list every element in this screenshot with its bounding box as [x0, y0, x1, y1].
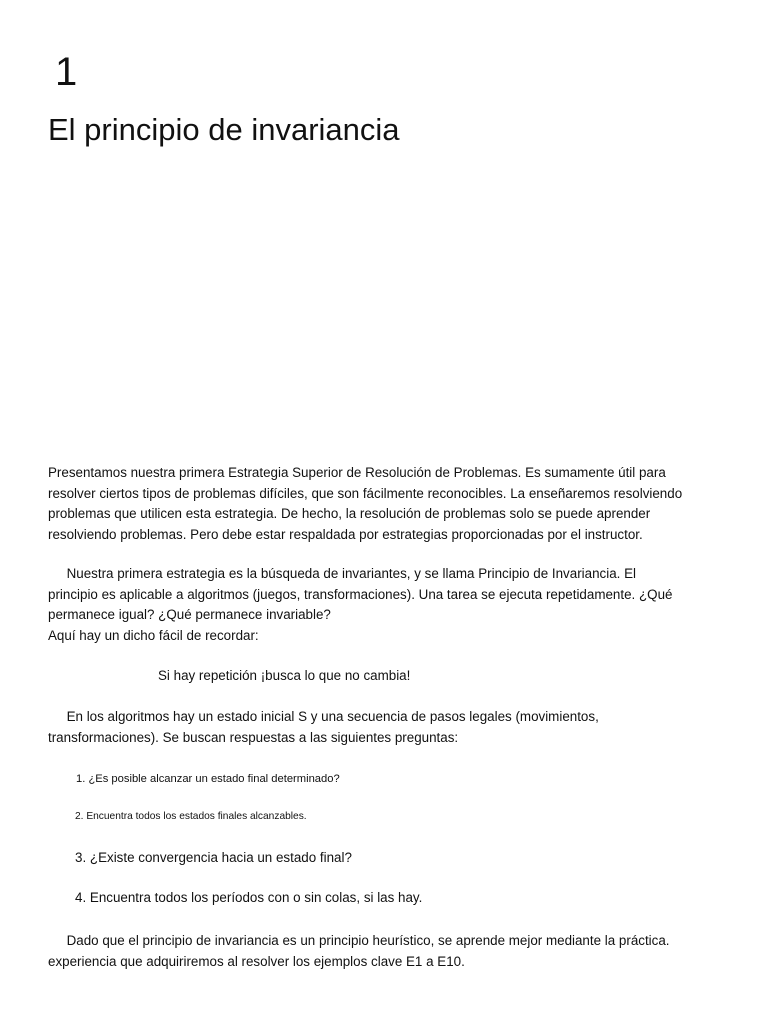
- algorithm-paragraph: [48, 707, 599, 748]
- closing-paragraph: [48, 931, 670, 972]
- question-2: 2. Encuentra todos los estados finales alcanzables.: [75, 811, 307, 822]
- strategy-line: principio es aplicable a algoritmos (juegos, transformaciones). Una tarea se ejecuta repetidamente. ¿Qué: [48, 586, 673, 602]
- strategy-paragraph: [48, 564, 672, 646]
- intro-paragraph: [48, 463, 682, 545]
- chapter-title: El principio de invariancia: [48, 112, 400, 147]
- saying: Si hay repetición ¡busca lo que no cambia!: [158, 668, 411, 683]
- question-1: 1. ¿Es posible alcanzar un estado final determinado?: [76, 773, 340, 785]
- strategy-line: Aquí hay un dicho fácil de recordar:: [48, 627, 259, 643]
- closing-line: Dado que el principio de invariancia es un principio heurístico, se aprende mejor mediante la práctica.: [48, 933, 670, 948]
- intro-line: Presentamos nuestra primera Estrategia Superior de Resolución de Problemas. Es sumamente útil para: [48, 465, 666, 480]
- intro-line: resolviendo problemas. Pero debe estar respaldada por estrategias proporcionadas por el instructor.: [48, 526, 643, 542]
- intro-line: problemas que utilicen esta estrategia. De hecho, la resolución de problemas solo se puede aprender: [48, 506, 651, 521]
- algorithm-line: En los algoritmos hay un estado inicial S y una secuencia de pasos legales (movimientos,: [48, 709, 599, 724]
- question-3: 3. ¿Existe convergencia hacia un estado final?: [75, 850, 352, 865]
- question-4: 4. Encuentra todos los períodos con o sin colas, si las hay.: [75, 890, 423, 905]
- algorithm-line: transformaciones). Se buscan respuestas a las siguientes preguntas:: [48, 729, 459, 745]
- chapter-number: 1: [55, 50, 78, 94]
- intro-line: resolver ciertos tipos de problemas difíciles, que son fácilmente reconocibles. La enseñaremos resolviendo: [48, 485, 683, 501]
- strategy-line: Nuestra primera estrategia es la búsqueda de invariantes, y se llama Principio de Invariancia. El: [48, 566, 636, 581]
- strategy-line: permanece igual? ¿Qué permanece invariable?: [48, 607, 331, 622]
- closing-line: experiencia que adquiriremos al resolver los ejemplos clave E1 a E10.: [48, 953, 465, 969]
